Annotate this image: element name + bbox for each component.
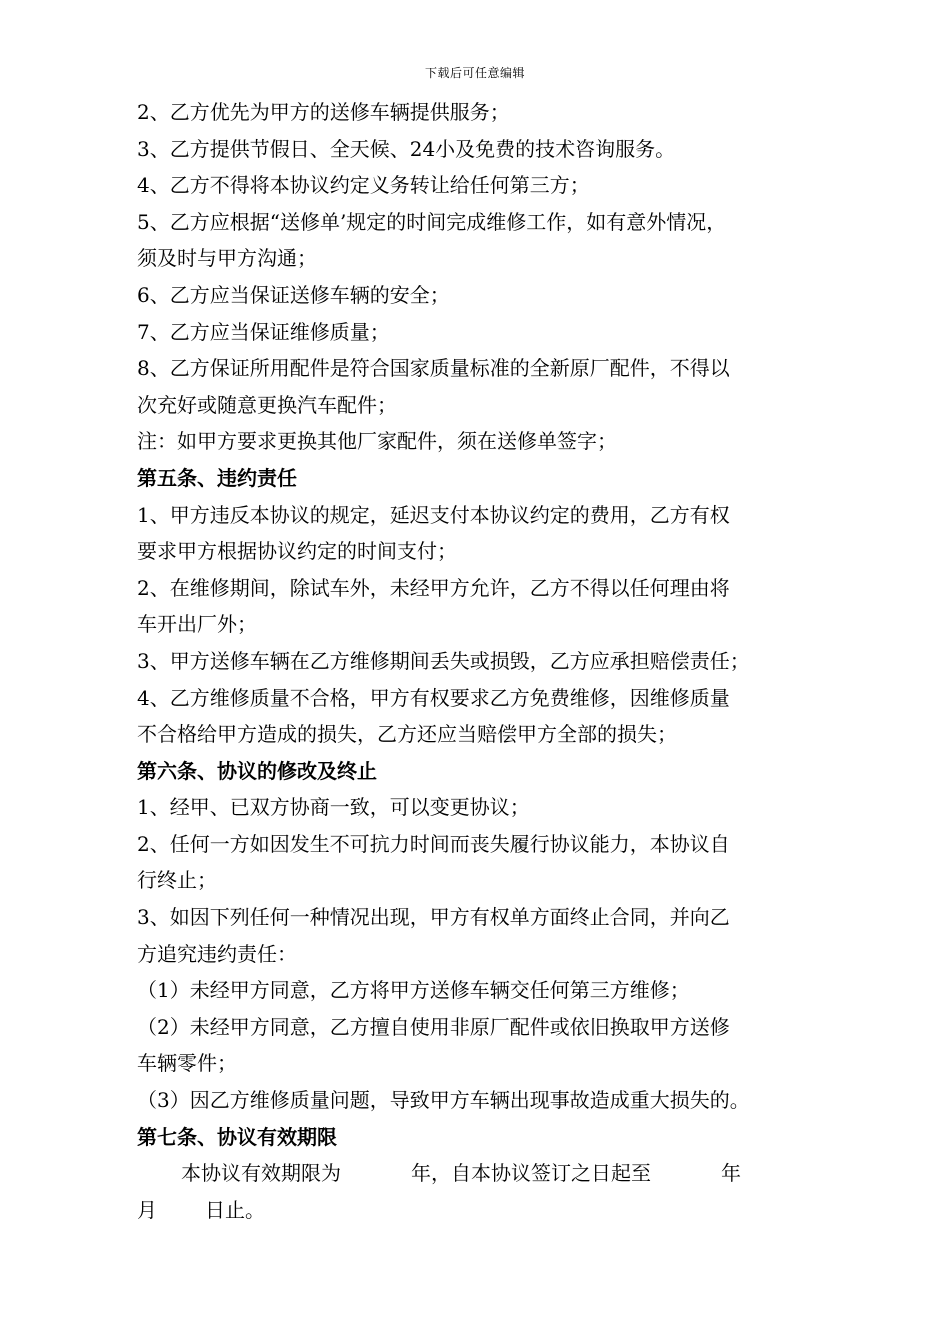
paragraph-line: 方追究违约责任： <box>137 941 297 966</box>
paragraph-line: 注：如甲方要求更换其他厂家配件，须在送修单签字； <box>137 429 617 454</box>
paragraph-line: 8、乙方保证所用配件是符合国家质量标准的全新原厂配件，不得以 <box>137 356 730 381</box>
section-heading: 第五条、违约责任 <box>137 465 297 490</box>
term-day: 日止。 <box>205 1197 265 1222</box>
paragraph-line: 车辆零件； <box>137 1051 237 1076</box>
term-text-1: 本协议有效期限为 <box>181 1161 341 1186</box>
section-heading: 第六条、协议的修改及终止 <box>137 758 377 783</box>
paragraph-line: 须及时与甲方沟通； <box>137 246 317 271</box>
paragraph-line: （2）未经甲方同意，乙方擅自使用非原厂配件或依旧换取甲方送修 <box>137 1014 730 1039</box>
term-line-2 <box>137 1192 827 1229</box>
paragraph-line: 6、乙方应当保证送修车辆的安全； <box>137 282 450 307</box>
paragraph-line: 3、甲方送修车辆在乙方维修期间丢失或损毁，乙方应承担赔偿责任； <box>137 648 750 673</box>
paragraph-line: 不合格给甲方造成的损失，乙方还应当赔偿甲方全部的损失； <box>137 722 677 747</box>
paragraph-line: 4、乙方维修质量不合格，甲方有权要求乙方免费维修，因维修质量 <box>137 685 730 710</box>
term-month: 月 <box>137 1197 157 1222</box>
paragraph-line: 行终止； <box>137 868 217 893</box>
text-lines <box>137 94 827 1155</box>
paragraph-line: 1、经甲、已双方协商一致，可以变更协议； <box>137 795 530 820</box>
paragraph-line: 次充好或随意更换汽车配件； <box>137 392 397 417</box>
paragraph-line: 3、如因下列任何一种情况出现，甲方有权单方面终止合同，并向乙 <box>137 905 730 930</box>
document-body <box>137 94 827 1228</box>
term-text-3: 年 <box>721 1161 741 1186</box>
term-text-2: 年，自本协议签订之日起至 <box>411 1161 651 1186</box>
paragraph-line: 4、乙方不得将本协议约定义务转让给任何第三方； <box>137 173 590 198</box>
paragraph-line: 7、乙方应当保证维修质量； <box>137 319 390 344</box>
paragraph-line: 2、在维修期间，除试车外，未经甲方允许，乙方不得以任何理由将 <box>137 575 730 600</box>
paragraph-line: 5、乙方应根据“送修单’规定的时间完成维修工作，如有意外情况， <box>137 209 727 234</box>
paragraph-line: 2、乙方优先为甲方的送修车辆提供服务； <box>137 100 510 124</box>
paragraph-line: 2、任何一方如因发生不可抗力时间而丧失履行协议能力，本协议自 <box>137 831 730 856</box>
paragraph-line: （3）因乙方维修质量问题，导致甲方车辆出现事故造成重大损失的。 <box>137 1088 750 1113</box>
paragraph-line: 3、乙方提供节假日、全天候、24小及免费的技术咨询服务。 <box>137 136 676 161</box>
section-heading: 第七条、协议有效期限 <box>137 1124 337 1149</box>
paragraph-line: 要求甲方根据协议约定的时间支付； <box>137 539 457 564</box>
page-header: 下载后可任意编辑 <box>424 66 525 80</box>
paragraph-line: （1）未经甲方同意，乙方将甲方送修车辆交任何第三方维修； <box>137 978 690 1003</box>
paragraph-line: 车开出厂外； <box>137 612 257 637</box>
paragraph-line: 1、甲方违反本协议的规定，延迟支付本协议约定的费用，乙方有权 <box>137 502 730 527</box>
term-line <box>137 1155 827 1192</box>
